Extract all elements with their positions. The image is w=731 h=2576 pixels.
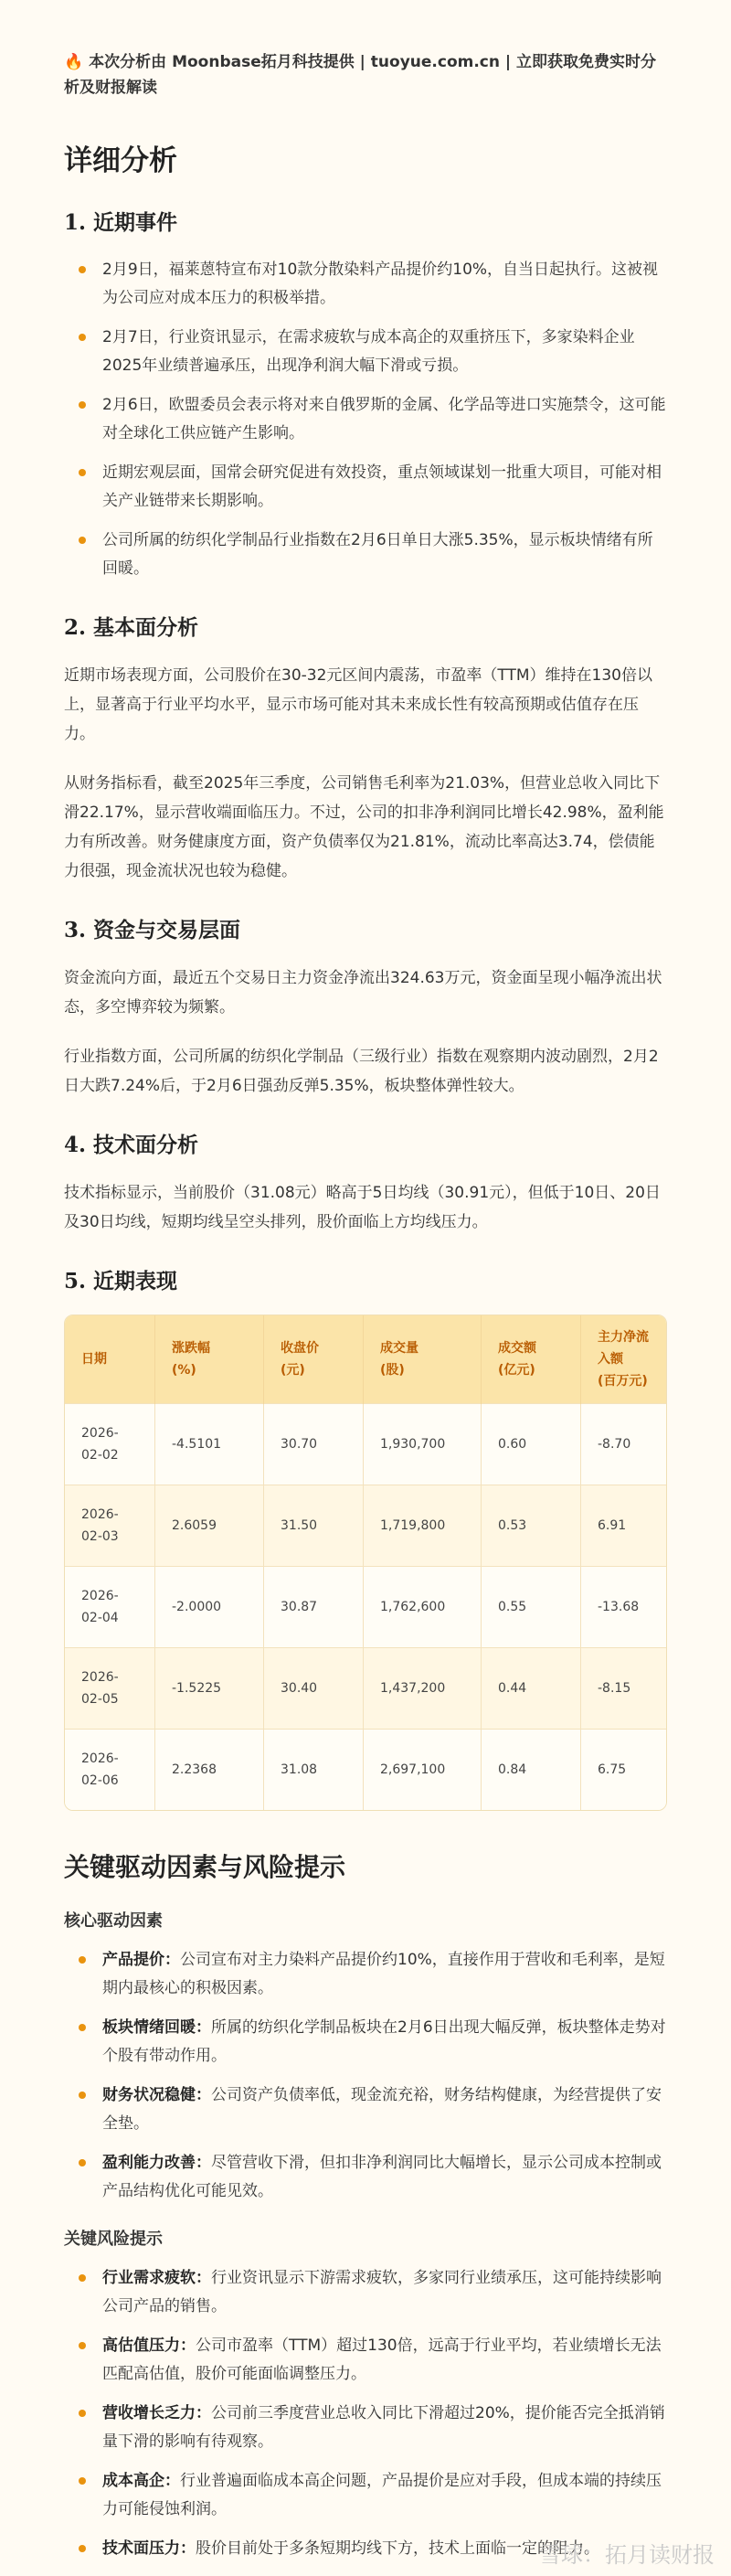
list-item: 2月7日，行业资讯显示，在需求疲软与成本高企的双重挤压下，多家染料企业2025年业绩普遍承压，出现净利润大幅下滑或亏损。 xyxy=(64,324,667,380)
table-row: 2026- 02-04 -2.0000 30.87 1,762,600 0.55 -13.68 xyxy=(65,1567,666,1648)
bullet-icon xyxy=(79,2477,86,2485)
key-risks-title: 关键风险提示 xyxy=(64,2230,163,2249)
section-performance-title: 5. 近期表现 xyxy=(64,1269,178,1293)
section-recent-events-title: 1. 近期事件 xyxy=(64,210,178,235)
section-capital-title: 3. 资金与交易层面 xyxy=(64,918,241,942)
banner-text: 本次分析由 Moonbase拓月科技提供 | tuoyue.com.cn | 立即获取免费实时分析及财报解读 xyxy=(64,53,657,97)
bullet-icon xyxy=(79,2545,86,2552)
list-item: 高估值压力：公司市盈率（TTM）超过130倍，远高于行业平均，若业绩增长无法匹配高估值，股价可能面临调整压力。 xyxy=(64,2332,667,2389)
performance-table xyxy=(64,1315,667,1811)
bullet-icon xyxy=(79,2092,86,2099)
list-item: 财务状况稳健：公司资产负债率低，现金流充裕，财务结构健康，为经营提供了安全垫。 xyxy=(64,2081,667,2138)
core-drivers-list xyxy=(64,1946,667,2206)
list-item: 2月9日，福莱蒽特宣布对10款分散染料产品提价约10%，自当日起执行。这被视为公司应对成本压力的积极举措。 xyxy=(64,256,667,313)
section-fundamentals-title: 2. 基本面分析 xyxy=(64,615,199,640)
fire-icon: 🔥 xyxy=(64,53,84,71)
bullet-icon xyxy=(79,401,86,409)
list-item: 产品提价：公司宣布对主力染料产品提价约10%，直接作用于营收和毛利率，是短期内最核心的积极因素。 xyxy=(64,1946,667,2003)
col-header-amount: 成交额 (亿元) xyxy=(482,1315,581,1404)
bullet-icon xyxy=(79,2342,86,2349)
col-header-volume: 成交量 (股) xyxy=(364,1315,482,1404)
table-row: 2026- 02-05 -1.5225 30.40 1,437,200 0.44 -8.15 xyxy=(65,1648,666,1730)
list-item: 成本高企：行业普遍面临成本高企问题，产品提价是应对手段，但成本端的持续压力可能侵蚀利润。 xyxy=(64,2467,667,2524)
table-row: 2026- 02-03 2.6059 31.50 1,719,800 0.53 6.91 xyxy=(65,1485,666,1567)
bullet-icon xyxy=(79,266,86,273)
list-item: 技术面压力：股价目前处于多条短期均线下方，技术上面临一定的阻力。 xyxy=(64,2535,667,2563)
bullet-icon xyxy=(79,334,86,341)
key-risks-list xyxy=(64,2264,667,2563)
fundamentals-paragraph: 从财务指标看，截至2025年三季度，公司销售毛利率为21.03%，但营业总收入同比下滑22.17%，显示营收端面临压力。不过，公司的扣非净利润同比增长42.98%，盈利能力有所改善。财务健康度方面，资产负债率仅为21.81%，流动比率高达3.74，偿债能力很强，现金流状况也较为稳健。 xyxy=(64,774,664,880)
list-item: 行业需求疲软：行业资讯显示下游需求疲软，多家同行业绩承压，这可能持续影响公司产品的销售。 xyxy=(64,2264,667,2321)
list-item: 盈利能力改善：尽管营收下滑，但扣非净利润同比大幅增长，显示公司成本控制或产品结构优化可能见效。 xyxy=(64,2149,667,2206)
list-item: 公司所属的纺织化学制品行业指数在2月6日单日大涨5.35%，显示板块情绪有所回暖。 xyxy=(64,527,667,583)
list-item: 2月6日，欧盟委员会表示将对来自俄罗斯的金属、化学品等进口实施禁令，这可能对全球化工供应链产生影响。 xyxy=(64,391,667,448)
recent-events-list xyxy=(64,256,667,583)
table-row: 2026- 02-06 2.2368 31.08 2,697,100 0.84 6.75 xyxy=(65,1730,666,1811)
list-item: 近期宏观层面，国常会研究促进有效投资，重点领域谋划一批重大项目，可能对相关产业链带来长期影响。 xyxy=(64,459,667,516)
table-header-row xyxy=(65,1315,666,1404)
col-header-change: 涨跌幅 (%) xyxy=(155,1315,264,1404)
capital-paragraph: 行业指数方面，公司所属的纺织化学制品（三级行业）指数在观察期内波动剧烈，2月2日大跌7.24%后，于2月6日强劲反弹5.35%，板块整体弹性较大。 xyxy=(64,1048,659,1095)
bullet-icon xyxy=(79,2410,86,2417)
bullet-icon xyxy=(79,2274,86,2282)
capital-paragraph: 资金流向方面，最近五个交易日主力资金净流出324.63万元，资金面呈现小幅净流出状态，多空博弈较为频繁。 xyxy=(64,969,662,1017)
fundamentals-paragraph: 近期市场表现方面，公司股价在30-32元区间内震荡，市盈率（TTM）维持在130倍以上，显著高于行业平均水平，显示市场可能对其未来成长性有较高预期或估值存在压力。 xyxy=(64,666,652,743)
core-drivers-title: 核心驱动因素 xyxy=(64,1911,163,1931)
list-item: 板块情绪回暖：所属的纺织化学制品板块在2月6日出现大幅反弹，板块整体走势对个股有带动作用。 xyxy=(64,2014,667,2070)
bullet-icon xyxy=(79,469,86,476)
bullet-icon xyxy=(79,1956,86,1964)
bullet-icon xyxy=(79,537,86,544)
sponsor-banner xyxy=(64,49,667,101)
detail-analysis-title: 详细分析 xyxy=(64,144,177,177)
technical-paragraph: 技术指标显示，当前股价（31.08元）略高于5日均线（30.91元），但低于10日、20日及30日均线，短期均线呈空头排列，股价面临上方均线压力。 xyxy=(64,1184,661,1231)
watermark: 雪球：拓月读财报 xyxy=(539,2542,715,2568)
col-header-close: 收盘价 (元) xyxy=(264,1315,364,1404)
bullet-icon xyxy=(79,2159,86,2166)
col-header-date: 日期 xyxy=(65,1315,155,1404)
list-item: 营收增长乏力：公司前三季度营业总收入同比下滑超过20%，提价能否完全抵消销量下滑的影响有待观察。 xyxy=(64,2400,667,2456)
drivers-risks-title: 关键驱动因素与风险提示 xyxy=(64,1852,346,1882)
table-row: 2026- 02-02 -4.5101 30.70 1,930,700 0.60 -8.70 xyxy=(65,1404,666,1485)
section-technical-title: 4. 技术面分析 xyxy=(64,1133,199,1157)
col-header-net-inflow: 主力净流入额 (百万元) xyxy=(581,1315,667,1404)
bullet-icon xyxy=(79,2024,86,2031)
